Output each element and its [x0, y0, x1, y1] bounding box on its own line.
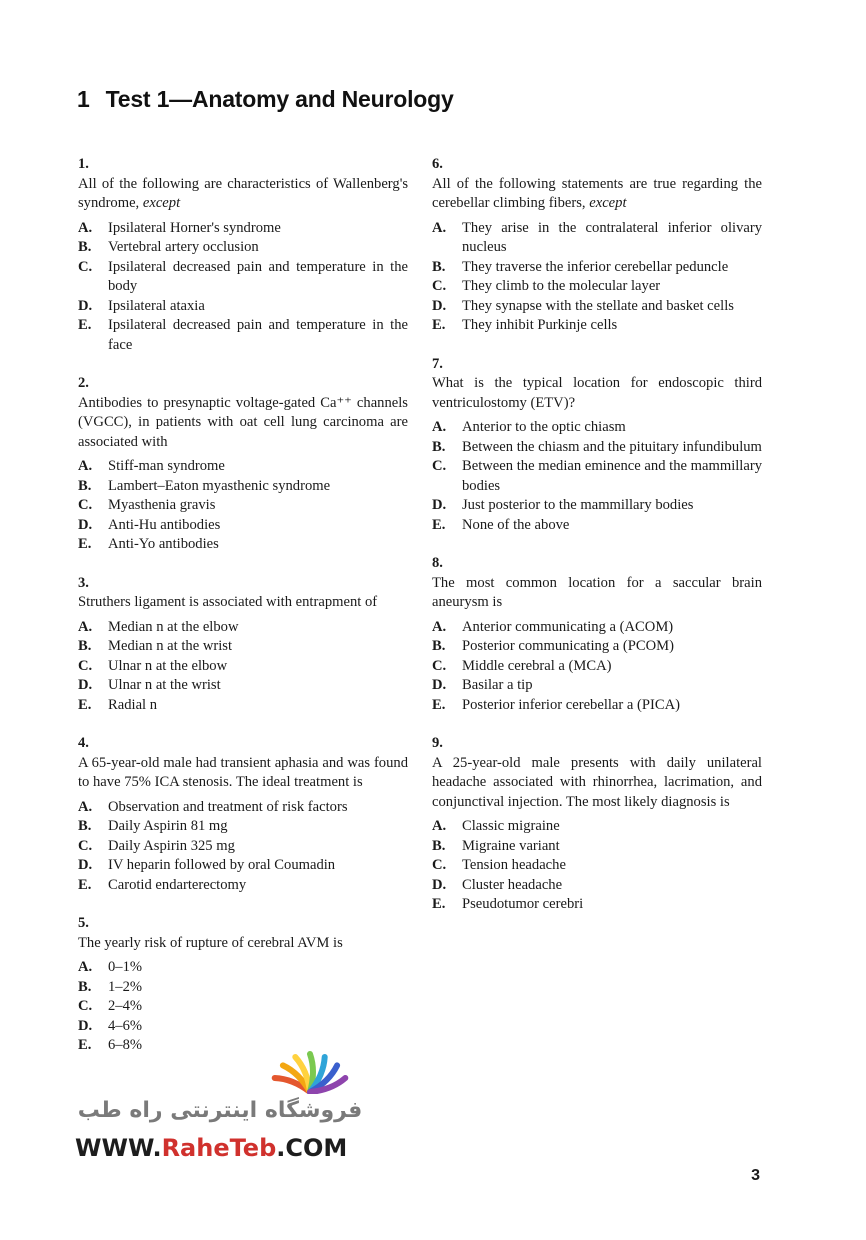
- option-text: Anterior to the optic chiasm: [462, 419, 626, 435]
- option-text: Migraine variant: [462, 837, 560, 854]
- option-text: Ipsilateral Horner's syndrome: [108, 219, 281, 236]
- option-text: Middle cerebral a (MCA): [462, 657, 612, 674]
- answer-option: [78, 637, 408, 657]
- option-text: Stiff-man syndrome: [108, 458, 225, 474]
- option-letter: B.: [432, 837, 446, 854]
- question-stem: [432, 754, 762, 813]
- option-letter: A.: [78, 219, 93, 236]
- question-stem: [432, 574, 762, 613]
- question-5: [78, 914, 408, 1056]
- answer-option: [432, 258, 762, 278]
- option-text: Between the median eminence and the mammillary bodies: [462, 458, 762, 494]
- book-fan-icon: [260, 1048, 360, 1094]
- question-number: 7.: [432, 355, 443, 372]
- question-number: 6.: [432, 156, 443, 172]
- option-letter: D.: [78, 677, 93, 693]
- chapter-title: [77, 86, 454, 113]
- option-letter: A.: [78, 618, 93, 635]
- option-letter: A.: [432, 618, 447, 635]
- answer-option: [78, 958, 408, 978]
- answer-option: [78, 496, 408, 516]
- option-letter: D.: [78, 297, 93, 314]
- answer-option: [432, 876, 762, 896]
- question-stem-text: The yearly risk of rupture of cerebral AVM is: [78, 934, 343, 951]
- answer-option: [78, 798, 408, 818]
- option-text: Anti-Hu antibodies: [108, 516, 221, 533]
- question-number: 1.: [78, 156, 89, 172]
- option-text: Anterior communicating a (ACOM): [462, 618, 674, 635]
- option-text: They climb to the molecular layer: [462, 278, 661, 294]
- option-text: Observation and treatment of risk factors: [108, 798, 348, 815]
- answer-option: [432, 618, 762, 638]
- option-text: Pseudotumor cerebri: [462, 896, 584, 912]
- option-letter: E.: [432, 317, 446, 333]
- option-letter: C.: [432, 458, 447, 474]
- option-letter: E.: [432, 696, 446, 713]
- option-text: They inhibit Purkinje cells: [462, 317, 618, 333]
- question-stem-text: A 25-year-old male presents with daily unilateral headache associated with rhinorrhea, lacrimation, and conjunctival injection. The most likely diagnosis is: [432, 754, 762, 810]
- option-letter: C.: [432, 278, 447, 294]
- question-8: [432, 554, 762, 715]
- option-text: Median n at the wrist: [108, 638, 233, 654]
- chapter-number: 1: [77, 86, 90, 112]
- option-letter: D.: [78, 857, 93, 873]
- option-text: Just posterior to the mammillary bodies: [462, 497, 694, 513]
- option-letter: E.: [78, 536, 92, 552]
- answer-option: [432, 817, 762, 837]
- option-letter: E.: [432, 896, 446, 912]
- option-letter: B.: [78, 978, 92, 995]
- answer-options: [78, 798, 408, 896]
- answer-option: [432, 895, 762, 915]
- answer-option: [78, 657, 408, 677]
- question-stem-text: All of the following are characteristics of Wallenberg's syndrome,: [78, 175, 408, 211]
- answer-options: [78, 618, 408, 716]
- question-number: 8.: [432, 555, 443, 571]
- url-prefix: WWW.: [75, 1134, 162, 1162]
- answer-option: [78, 856, 408, 876]
- answer-option: [78, 978, 408, 998]
- answer-option: [432, 637, 762, 657]
- option-text: Between the chiasm and the pituitary infundibulum: [462, 438, 762, 455]
- option-text: Radial n: [108, 696, 158, 713]
- question-stem-text: A 65-year-old male had transient aphasia and was found to have 75% ICA stenosis. The ideal treatment is: [78, 754, 408, 790]
- option-letter: D.: [432, 497, 447, 513]
- answer-option: [78, 316, 408, 355]
- answer-option: [432, 457, 762, 496]
- answer-option: [432, 438, 762, 458]
- option-text: 1–2%: [108, 978, 143, 995]
- answer-option: [432, 516, 762, 536]
- option-text: Anti-Yo antibodies: [108, 536, 219, 552]
- answer-option: [432, 316, 762, 336]
- option-text: Cluster headache: [462, 876, 563, 893]
- left-column: [78, 155, 408, 1056]
- option-letter: C.: [78, 258, 93, 275]
- option-letter: E.: [78, 317, 92, 333]
- answer-option: [78, 676, 408, 696]
- option-letter: D.: [78, 1017, 93, 1034]
- option-text: Daily Aspirin 325 mg: [108, 837, 235, 854]
- option-letter: A.: [78, 798, 93, 815]
- option-text: Daily Aspirin 81 mg: [108, 818, 228, 834]
- option-letter: E.: [78, 876, 92, 893]
- answer-option: [432, 676, 762, 696]
- question-1: [78, 155, 408, 355]
- answer-options: [432, 817, 762, 915]
- watermark-logo: [70, 1048, 370, 1168]
- answer-option: [78, 618, 408, 638]
- option-text: 6–8%: [108, 1037, 143, 1053]
- option-text: Posterior inferior cerebellar a (PICA): [462, 696, 681, 713]
- option-letter: E.: [78, 1037, 92, 1053]
- option-letter: C.: [78, 657, 93, 674]
- question-stem: [78, 934, 408, 954]
- option-letter: D.: [432, 297, 447, 314]
- option-letter: B.: [432, 438, 446, 455]
- option-text: Basilar a tip: [462, 677, 533, 693]
- question-4: [78, 734, 408, 895]
- answer-option: [432, 297, 762, 317]
- answer-option: [78, 1017, 408, 1037]
- question-stem-emphasis: except: [589, 195, 627, 211]
- answer-option: [78, 876, 408, 896]
- question-number: 9.: [432, 735, 443, 751]
- answer-option: [78, 457, 408, 477]
- option-text: Myasthenia gravis: [108, 497, 216, 513]
- option-letter: A.: [78, 458, 93, 474]
- option-letter: B.: [78, 818, 92, 834]
- option-text: Classic migraine: [462, 818, 560, 834]
- option-text: IV heparin followed by oral Coumadin: [108, 857, 336, 873]
- option-letter: A.: [432, 818, 447, 834]
- chapter-title-text: Test 1—Anatomy and Neurology: [105, 86, 454, 112]
- option-letter: D.: [78, 516, 93, 533]
- answer-option: [432, 696, 762, 716]
- watermark-url: [75, 1134, 347, 1162]
- option-letter: B.: [432, 258, 446, 275]
- option-letter: B.: [78, 638, 92, 654]
- question-stem-emphasis: except: [142, 195, 181, 211]
- question-stem: [78, 754, 408, 793]
- answer-option: [78, 837, 408, 857]
- answer-options: [432, 618, 762, 716]
- question-7: [432, 355, 762, 536]
- option-text: 0–1%: [108, 959, 143, 975]
- option-letter: C.: [432, 857, 447, 873]
- question-6: [432, 155, 762, 336]
- option-letter: C.: [78, 998, 93, 1014]
- answer-options: [432, 219, 762, 336]
- question-stem-text: The most common location for a saccular brain aneurysm is: [432, 574, 762, 610]
- option-text: Ipsilateral decreased pain and temperature in the face: [108, 317, 408, 353]
- option-letter: A.: [432, 219, 447, 236]
- question-stem-text: Struthers ligament is associated with entrapment of: [78, 594, 378, 610]
- option-letter: B.: [432, 638, 446, 654]
- question-number: 4.: [78, 735, 89, 751]
- question-stem: [432, 175, 762, 214]
- option-letter: C.: [78, 837, 93, 854]
- answer-option: [432, 856, 762, 876]
- answer-option: [432, 496, 762, 516]
- url-brand: RaheTeb: [161, 1134, 277, 1162]
- option-text: Median n at the elbow: [108, 618, 239, 635]
- question-stem-text: Antibodies to presynaptic voltage-gated Ca⁺⁺ channels (VGCC), in patients with oat cell lung carcinoma are associated with: [78, 394, 408, 450]
- option-text: Ulnar n at the elbow: [108, 657, 228, 674]
- question-number: 5.: [78, 915, 89, 931]
- answer-option: [78, 817, 408, 837]
- answer-option: [78, 516, 408, 536]
- option-text: They synapse with the stellate and basket cells: [462, 297, 734, 314]
- answer-option: [78, 238, 408, 258]
- option-text: Ipsilateral decreased pain and temperature in the body: [108, 258, 408, 294]
- answer-option: [78, 258, 408, 297]
- url-suffix: .COM: [276, 1134, 348, 1162]
- answer-option: [432, 219, 762, 258]
- question-stem-text: What is the typical location for endoscopic third ventriculostomy (ETV)?: [432, 375, 762, 411]
- option-text: They traverse the inferior cerebellar peduncle: [462, 258, 729, 275]
- option-text: Ipsilateral ataxia: [108, 297, 205, 314]
- page-number: 3: [751, 1167, 760, 1184]
- option-text: Carotid endarterectomy: [108, 876, 247, 893]
- answer-option: [78, 297, 408, 317]
- answer-option: [78, 219, 408, 239]
- option-letter: D.: [432, 677, 447, 693]
- option-text: 2–4%: [108, 998, 143, 1014]
- option-letter: A.: [432, 419, 447, 435]
- answer-option: [78, 535, 408, 555]
- right-column: [432, 155, 762, 915]
- option-letter: E.: [78, 696, 92, 713]
- answer-options: [78, 958, 408, 1056]
- option-text: They arise in the contralateral inferior olivary nucleus: [462, 219, 762, 255]
- option-letter: D.: [432, 876, 447, 893]
- question-stem: [78, 175, 408, 214]
- option-letter: E.: [432, 516, 446, 533]
- answer-option: [432, 657, 762, 677]
- option-text: 4–6%: [108, 1017, 143, 1034]
- option-text: Vertebral artery occlusion: [108, 239, 259, 255]
- option-letter: B.: [78, 239, 92, 255]
- option-letter: C.: [78, 497, 93, 513]
- answer-option: [432, 277, 762, 297]
- option-text: Ulnar n at the wrist: [108, 677, 221, 693]
- question-stem: [78, 593, 408, 613]
- option-letter: C.: [432, 657, 447, 674]
- watermark-persian-text: فروشگاه اینترنتی راه طب: [77, 1098, 363, 1123]
- option-text: Lambert–Eaton myasthenic syndrome: [108, 477, 331, 494]
- option-text: Tension headache: [462, 857, 566, 873]
- question-2: [78, 374, 408, 555]
- option-text: Posterior communicating a (PCOM): [462, 638, 674, 654]
- answer-option: [78, 997, 408, 1017]
- question-stem: [78, 394, 408, 453]
- answer-option: [78, 477, 408, 497]
- answer-options: [78, 457, 408, 555]
- question-number: 3.: [78, 574, 89, 591]
- option-letter: B.: [78, 477, 92, 494]
- answer-options: [78, 219, 408, 356]
- answer-option: [78, 696, 408, 716]
- question-stem: [432, 374, 762, 413]
- question-stem-text: All of the following statements are true regarding the cerebellar climbing fibers,: [432, 175, 762, 211]
- question-3: [78, 574, 408, 716]
- answer-option: [432, 837, 762, 857]
- option-text: None of the above: [462, 516, 570, 533]
- answer-option: [432, 418, 762, 438]
- question-9: [432, 734, 762, 915]
- option-letter: A.: [78, 959, 93, 975]
- question-number: 2.: [78, 375, 89, 391]
- answer-options: [432, 418, 762, 535]
